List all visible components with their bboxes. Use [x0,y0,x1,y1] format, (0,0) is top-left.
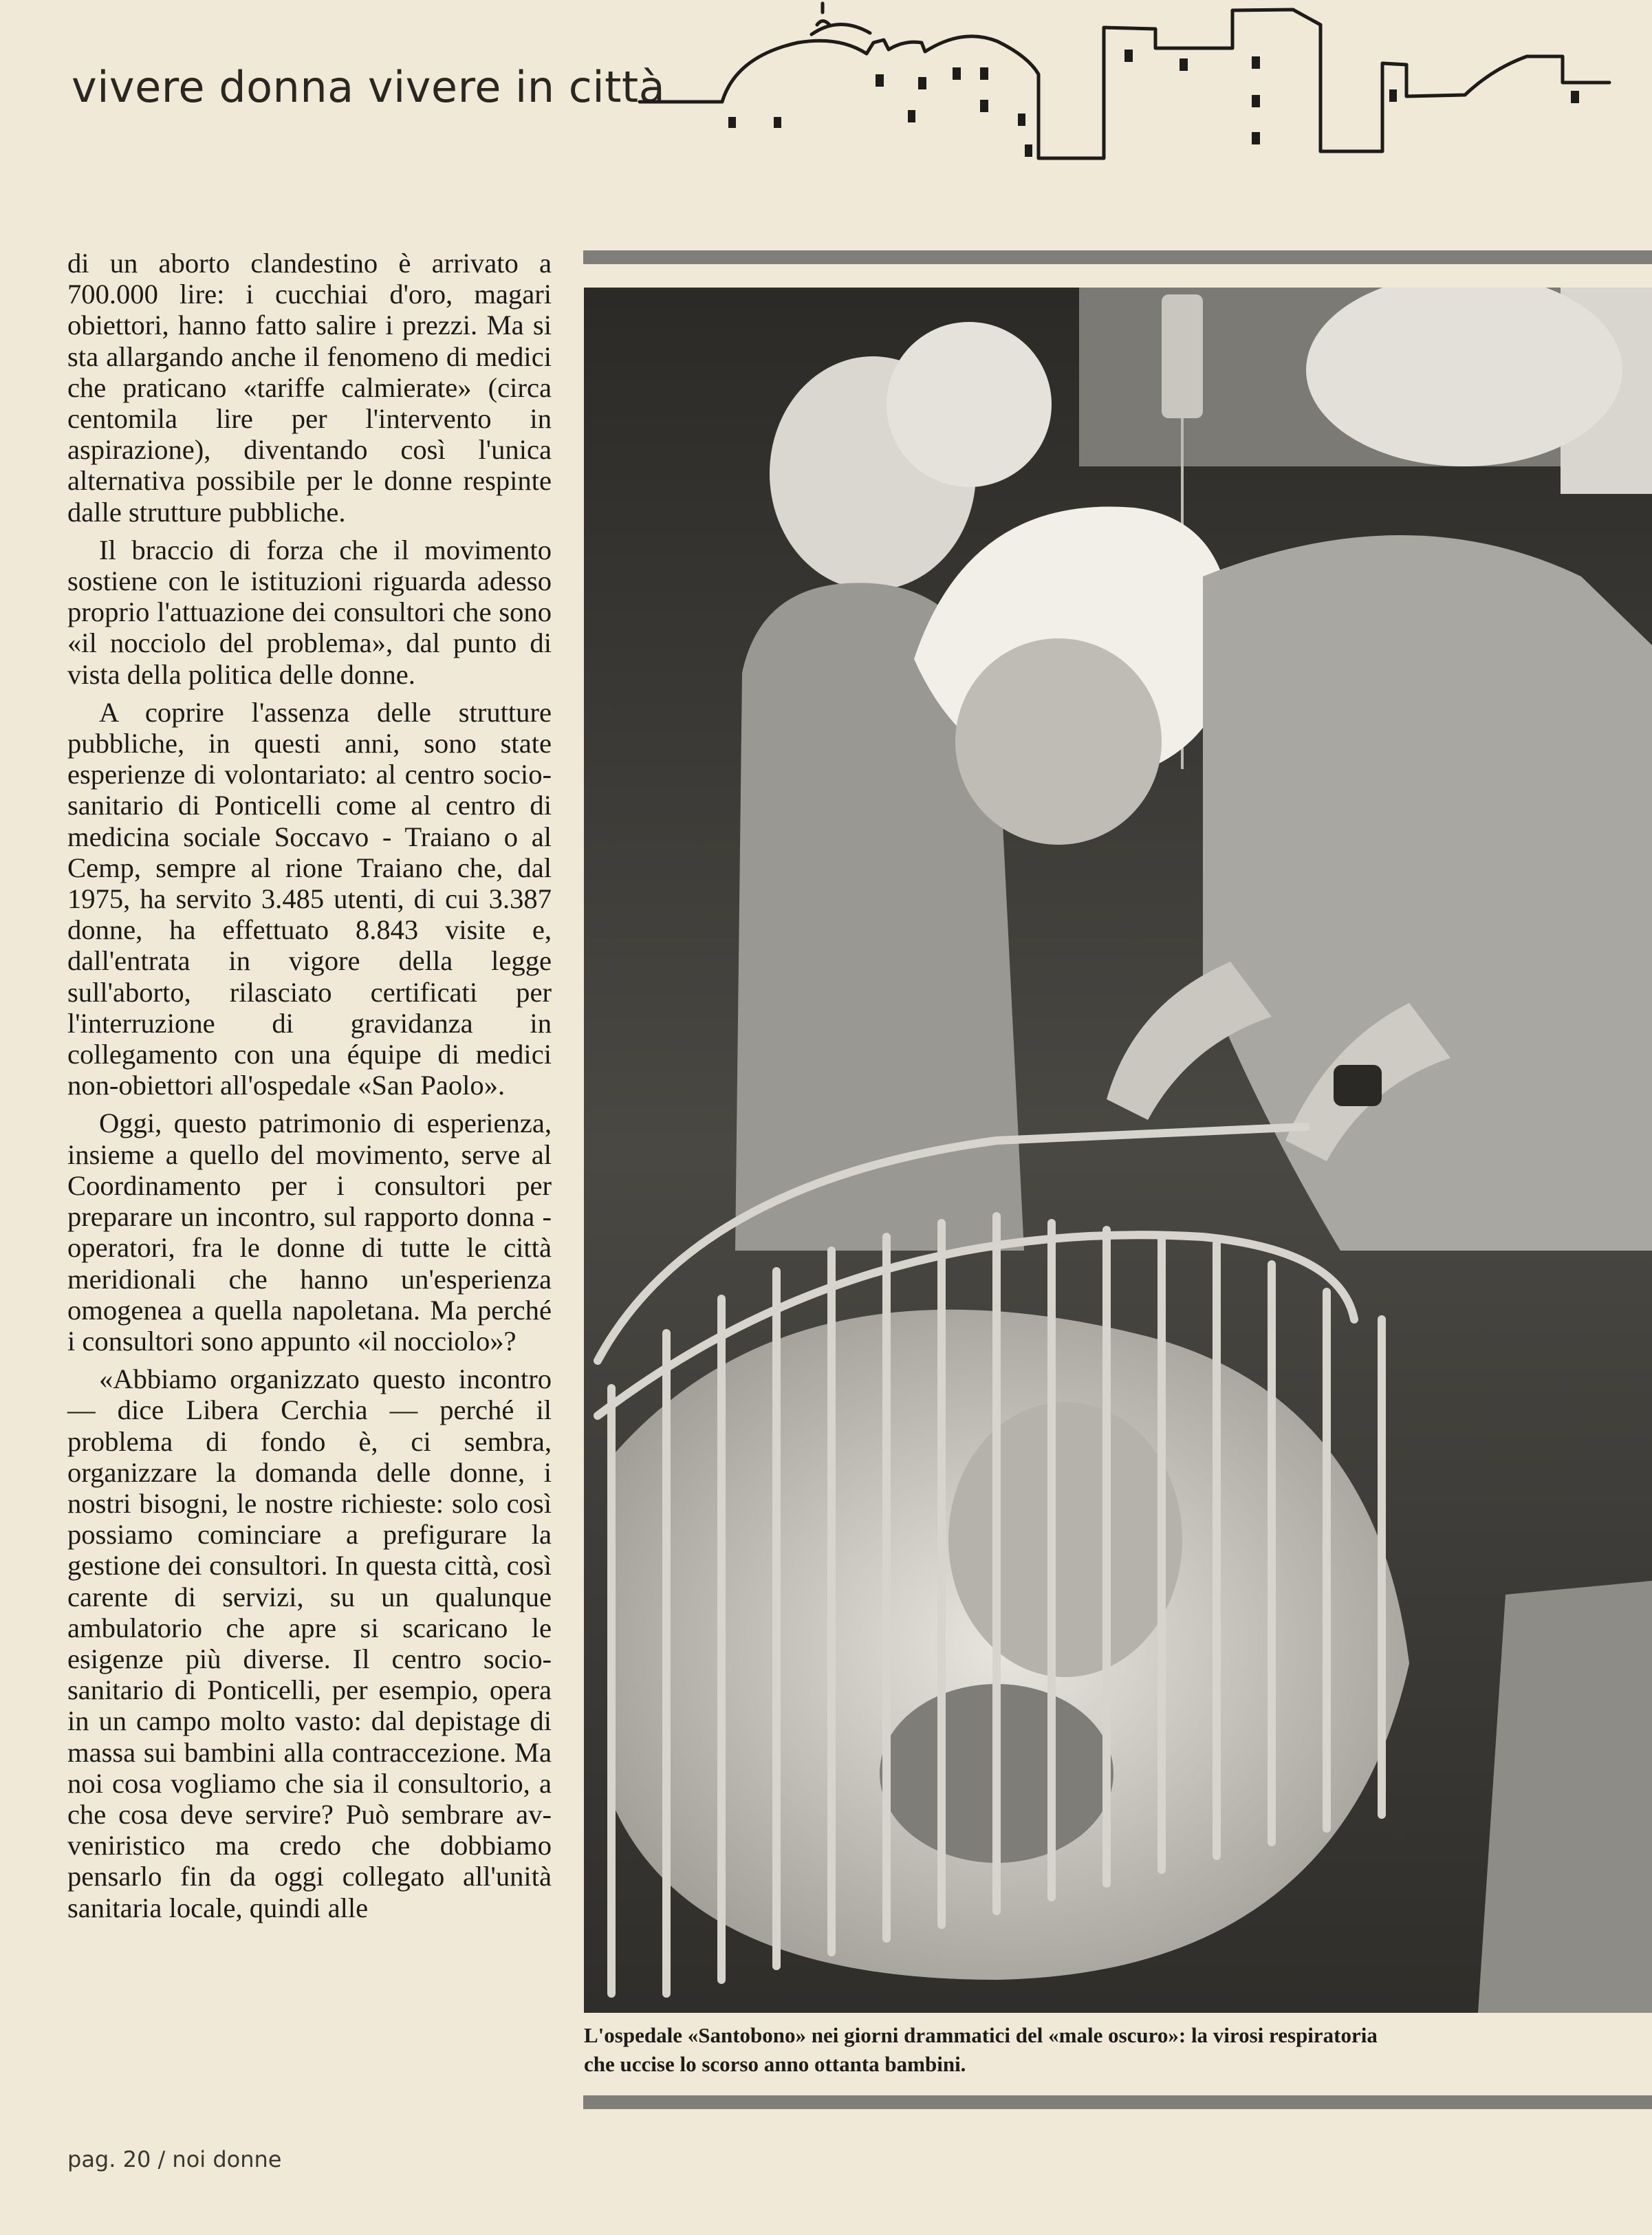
article-paragraph: Oggi, questo patrimonio di esperienza, insieme a quello del movimento, serve al Coordinamento per i consultori per preparare un incontro, sul rapporto donna - operatori, fra le donne di tutte le città meridionali che hanno un'esperienza omogenea a quella napoletana. Ma perché i consultori sono appunto «il nocciolo»? [67,1108,552,1357]
page-footer: pag. 20 / noi donne [67,2146,282,2172]
city-skyline-illustration [633,0,1652,186]
article-body [67,248,552,2126]
photo-bottom-rule [583,2095,1652,2109]
caption-line: che uccise lo scorso anno ottanta bambini. [584,2052,966,2076]
photo-top-rule [583,250,1652,264]
caption-line: L'ospedale «Santobono» nei giorni drammatici del «male oscuro»: la virosi respiratoria [584,2023,1378,2047]
article-paragraph: A coprire l'assenza delle strutture pubbliche, in questi anni, sono state esperienze di volontariato: al centro socio-sanitario di Ponticelli come al centro di medicina sociale Soccavo - Traiano o al Cemp, sempre al rione Traiano che, dal 1975, ha servito 3.485 utenti, di cui 3.387 donne, ha effettuato 8.843 visite e, dall'entrata in vigore della legge sull'aborto, rilasciato certificati per l'interruzione di gravidanza in collegamento con una équipe di medici non-obiettori all'ospedale «San Paolo». [67,696,552,1101]
hospital-photo [584,288,1652,2013]
article-paragraph: di un aborto clandestino è arrivato a 700.000 lire: i cucchiai d'oro, magari obiettori, hanno fatto salire i prezzi. Ma si sta allargando anche il fenomeno di medici che praticano «tariffe calmierate» (circa centomila lire per l'intervento in aspirazione), diventando così l'unica alternativa possibile per le donne respinte dalle strutture pubbliche. [67,248,552,528]
section-title: vivere donna vivere in città [72,62,666,112]
article-paragraph: Il braccio di forza che il movimento sostiene con le istituzioni riguarda adesso proprio l'attuazione dei consultori che sono «il nocciolo del problema», dal punto di vista della politica delle donne. [67,534,552,690]
article-paragraph: «Abbiamo organizzato questo incontro — dice Libera Cerchia — perché il problema di fondo è, ci sembra, organizzare la domanda delle donne, i nostri bisogni, le nostre richieste: solo così possiamo cominciare a prefigurare la gestione dei consultori. In questa città, così carente di servizi, su un qualunque ambulatorio che apre si scaricano le esigenze più diverse. Il centro socio-sanitario di Ponticelli, per esempio, opera in un campo molto vasto: dal depistage di massa sui bambini alla contraccezione. Ma noi cosa vogliamo che sia il consultorio, a che cosa deve servire? Può sembrare avveniristico ma credo che dobbiamo pensarlo fin da oggi collegato all'unità sanitaria locale, quindi alle [67,1363,552,1923]
photo-caption [584,2021,1574,2079]
